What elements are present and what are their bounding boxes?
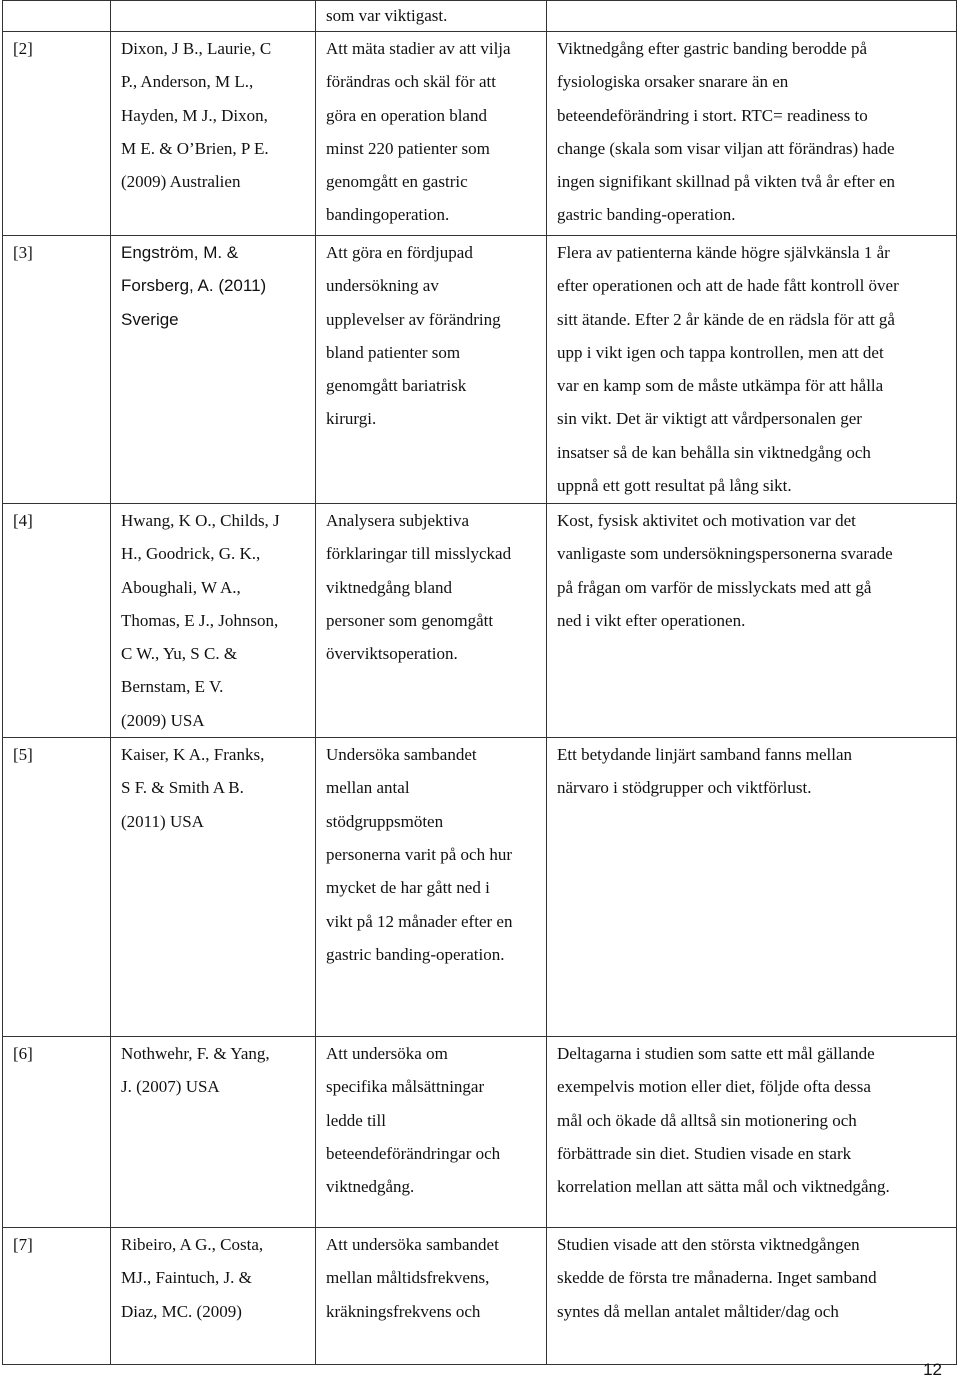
result-line: Flera av patienterna kände högre självkänsla 1 år [557, 243, 890, 262]
author-line: Thomas, E J., Johnson, [121, 610, 279, 630]
aim-line: Att mäta stadier av att vilja [326, 39, 511, 58]
author-line: Engström, M. & [121, 243, 239, 262]
aim-line: kräkningsfrekvens och [326, 1301, 481, 1321]
table-row-continuation [3, 1, 957, 32]
result-line: gastric banding-operation. [557, 205, 736, 225]
aim-cell [316, 1037, 547, 1228]
result-line: Ett betydande linjärt samband fanns mellan [557, 745, 853, 765]
result-line: exempelvis motion eller diet, följde ofta dessa [557, 1077, 871, 1097]
author-line: M E. & O’Brien, P E. [121, 138, 269, 158]
aim-line: Att göra en fördjupad [326, 243, 473, 262]
author-line: C W., Yu, S C. & [121, 644, 238, 664]
table-row [3, 1037, 957, 1228]
aim-line: mellan måltidsfrekvens, [326, 1268, 490, 1288]
author-line: (2009) Australien [121, 172, 241, 192]
author-cell [111, 236, 316, 504]
author-cell [111, 504, 316, 738]
aim-line: genomgått bariatrisk [326, 376, 467, 396]
aim-line: överviktsoperation. [326, 644, 458, 664]
author-line: Bernstam, E V. [121, 677, 224, 697]
result-cell [547, 738, 957, 1037]
aim-line: personer som genomgått [326, 610, 494, 630]
table-row [3, 504, 957, 738]
aim-cell [316, 32, 547, 236]
author-cell [111, 1228, 316, 1365]
aim-line: specifika målsättningar [326, 1077, 485, 1097]
result-line: sitt ätande. Efter 2 år kände de en rädsla för att gå [557, 309, 895, 329]
result-cell [547, 32, 957, 236]
result-line: ingen signifikant skillnad på vikten två år efter en [557, 172, 896, 192]
result-line: Kost, fysisk aktivitet och motivation var det [557, 511, 856, 530]
result-line: change (skala som visar viljan att förändras) hade [557, 138, 895, 158]
aim-line: göra en operation bland [326, 105, 487, 125]
aim-line: undersökning av [326, 276, 439, 296]
author-line: Hwang, K O., Childs, J [121, 511, 280, 530]
aim-line: minst 220 patienter som [326, 138, 490, 158]
aim-line: stödgruppsmöten [326, 811, 444, 831]
aim-line: genomgått en gastric [326, 172, 468, 192]
aim-cell [316, 236, 547, 504]
aim-line: upplevelser av förändring [326, 309, 501, 329]
ref-cell: [6] [3, 1037, 111, 1228]
table-row [3, 236, 957, 504]
aim-line: vikt på 12 månader efter en [326, 911, 513, 931]
result-cell [547, 504, 957, 738]
aim-line: viktnedgång. [326, 1177, 415, 1197]
author-line: Nothwehr, F. & Yang, [121, 1044, 270, 1064]
aim-line: gastric banding-operation. [326, 944, 505, 964]
aim-line: beteendeförändringar och [326, 1143, 501, 1163]
result-line: förbättrade sin diet. Studien visade en stark [557, 1143, 852, 1163]
ref-cell: [2] [3, 32, 111, 236]
aim-line: förklaringar till misslyckad [326, 544, 512, 564]
aim-line: mellan antal [326, 778, 410, 798]
aim-line: personerna varit på och hur [326, 844, 512, 864]
result-line: efter operationen och att de hade fått kontroll över [557, 276, 899, 296]
result-line: på frågan om varför de misslyckats med att gå [557, 577, 872, 597]
aim-cell [316, 738, 547, 1037]
aim-line: Att undersöka om [326, 1044, 448, 1064]
result-cell [547, 1037, 957, 1228]
ref-cell: [3] [3, 236, 111, 504]
aim-line: bandingoperation. [326, 205, 450, 225]
result-line: Deltagarna i studien som satte ett mål gällande [557, 1044, 875, 1064]
aim-line: kirurgi. [326, 409, 377, 429]
aim-line: Att undersöka sambandet [326, 1235, 499, 1255]
result-line: upp i vikt igen och tappa kontrollen, men att det [557, 342, 884, 362]
result-line: insatser så de kan behålla sin viktnedgång och [557, 442, 871, 462]
result-line: vanligaste som undersökningspersonerna svarade [557, 544, 893, 564]
result-line: närvaro i stödgrupper och viktförlust. [557, 778, 812, 798]
author-line: Sverige [121, 309, 179, 329]
author-line: Hayden, M J., Dixon, [121, 105, 268, 125]
aim-line: bland patienter som [326, 342, 461, 362]
author-cell [111, 32, 316, 236]
aim-cell [316, 1228, 547, 1365]
aim-line: som var viktigast. [326, 6, 448, 25]
author-line: Diaz, MC. (2009) [121, 1301, 242, 1321]
author-line: S F. & Smith A B. [121, 778, 244, 798]
aim-line: ledde till [326, 1110, 386, 1130]
result-line: ned i vikt efter operationen. [557, 610, 746, 630]
author-line: Ribeiro, A G., Costa, [121, 1235, 264, 1255]
result-line: beteendeförändring i stort. RTC= readiness to [557, 105, 868, 125]
author-line: H., Goodrick, G. K., [121, 544, 261, 564]
author-cell [111, 738, 316, 1037]
author-cell [111, 1, 316, 32]
table-row [3, 32, 957, 236]
author-line: P., Anderson, M L., [121, 72, 254, 92]
page-number: 12 [923, 1360, 942, 1379]
result-line: uppnå ett gott resultat på lång sikt. [557, 476, 792, 496]
table-row [3, 738, 957, 1037]
result-line: Studien visade att den största viktnedgången [557, 1235, 860, 1255]
result-line: fysiologiska orsaker snarare än en [557, 72, 789, 92]
result-line: Viktnedgång efter gastric banding berodde på [557, 39, 868, 58]
result-line: mål och ökade då alltså sin motionering och [557, 1110, 857, 1130]
result-cell [547, 236, 957, 504]
result-cell [547, 1228, 957, 1365]
aim-line: Analysera subjektiva [326, 511, 470, 530]
author-line: MJ., Faintuch, J. & [121, 1268, 252, 1288]
aim-line: viktnedgång bland [326, 577, 453, 597]
result-line: korrelation mellan att sätta mål och viktnedgång. [557, 1177, 890, 1197]
table-row [3, 1228, 957, 1365]
aim-line: mycket de har gått ned i [326, 878, 490, 898]
author-line: Kaiser, K A., Franks, [121, 745, 265, 765]
author-line: Aboughali, W A., [121, 577, 241, 597]
result-line: skedde de första tre månaderna. Inget samband [557, 1268, 877, 1288]
result-line: var en kamp som de måste utkämpa för att hålla [557, 376, 884, 396]
author-line: (2009) USA [121, 710, 205, 730]
aim-cell [316, 1, 547, 32]
aim-cell [316, 504, 547, 738]
author-line: J. (2007) USA [121, 1077, 220, 1097]
result-line: sin vikt. Det är viktigt att vårdpersonalen ger [557, 409, 862, 429]
author-line: Forsberg, A. (2011) [121, 276, 267, 296]
ref-cell: [7] [3, 1228, 111, 1365]
aim-line: Undersöka sambandet [326, 745, 477, 765]
ref-cell: [4] [3, 504, 111, 738]
author-line: Dixon, J B., Laurie, C [121, 39, 272, 58]
author-cell [111, 1037, 316, 1228]
author-line: (2011) USA [121, 811, 204, 831]
result-line: syntes då mellan antalet måltider/dag och [557, 1301, 839, 1321]
result-cell [547, 1, 957, 32]
ref-cell [3, 1, 111, 32]
ref-cell: [5] [3, 738, 111, 1037]
aim-line: förändras och skäl för att [326, 72, 496, 92]
literature-review-table [2, 0, 957, 1365]
